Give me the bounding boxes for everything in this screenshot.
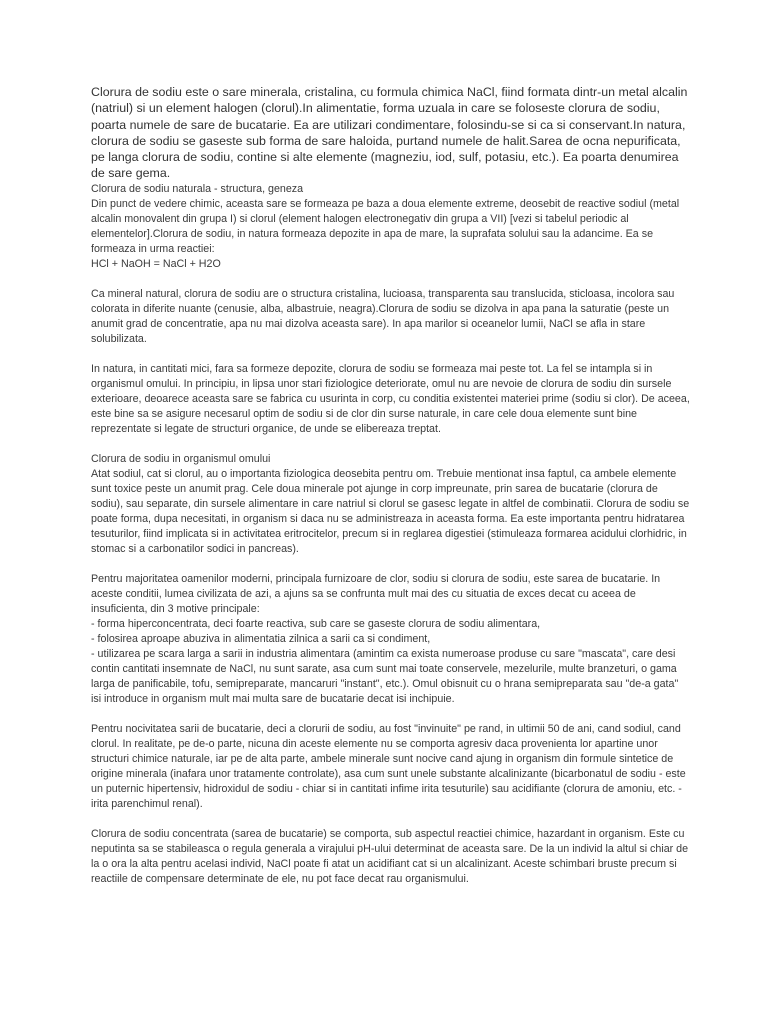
list-item: - utilizarea pe scara larga a sarii in industria alimentara (amintim ca exista numeroase produse cu sare "mascata", care desi contin cantitati insemnate de NaCl, nu sunt sarate, asa cum sunt mai toate conservele, mezelurile, multe branzeturi, o gama larga de panificabile, tofu, semipreparate, mancaruri "instant", etc.). Omul obisnuit cu o hrana semipreparata sau "de-a gata" isi introduce in organism mult mai multa sare de bucatarie decat isi inchipuie.	[91, 647, 682, 705]
list-item: - forma hiperconcentrata, deci foarte reactiva, sub care se gaseste clorura de sodiu alimentara,	[91, 617, 541, 630]
paragraph-concentrata: Clorura de sodiu concentrata (sarea de bucatarie) se comporta, sub aspectul reactiei chimice, hazardant in organism. Este cu neputinta sa se stabileasca o regula generala a virajului pH-ului determinat de aceasta sare. De la un individ la altul si chiar de la o ora la alta pentru acelasi individ, NaCl poate fi atat un acidifiant cat si un alcalinizant. Aceste schimbari bruste precum si reactiile de compensare determinate de ele, nu pot face decat rau organismului.	[91, 827, 689, 885]
paragraph-motive	[91, 572, 691, 707]
intro-paragraph: Clorura de sodiu este o sare minerala, cristalina, cu formula chimica NaCl, fiind formata dintr-un metal alcalin (natriul) si un element halogen (clorul).In alimentatie, forma uzuala in care se foloseste clorura de sodiu, poarta numele de sare de bucatarie. Ea are utilizari condimentare, folosindu-se si ca si conservant.In natura, clorura de sodiu se gaseste sub forma de sare haloida, purtand numele de halit.Sarea de ocna nepurificata, pe langa clorura de sodiu, contine si alte elemente (magneziu, iod, sulf, potasiu, etc.). Ea poarta denumirea de sare gema.	[91, 85, 688, 181]
section-heading: Clorura de sodiu in organismul omului	[91, 452, 271, 465]
paragraph-natura: In natura, in cantitati mici, fara sa formeze depozite, clorura de sodiu se formeaza mai peste tot. La fel se intampla si in organismul omului. In principiu, in lipsa unor stari fiziologice deteriorate, omul nu are nevoie de clorura de sodiu din sursele exterioare, deoarece aceasta sare se fabrica cu usurinta in corp, cu conditia existentei materiei prime (sodiu si clor). De aceea, este bine sa se asigure necesarul optim de sodiu si de clor din surse naturale, in care cele doua elemente sunt bine reprezentate si legate de structuri organice, de unde se elibereaza treptat.	[91, 362, 690, 435]
spacer	[91, 347, 691, 362]
spacer	[91, 272, 691, 287]
section-paragraph: Din punct de vedere chimic, aceasta sare se formeaza pe baza a doua elemente extreme, deosebit de reactive sodiul (metal alcalin monovalent din grupa I) si clorul (element halogen electronegativ din grupa a VII) [vezi si tabelul periodic al elementelor].Clorura de sodiu, in natura formeaza depozite in apa de mare, la suprafata solului sau la adancime. Ea se formeaza in urma reactiei:	[91, 197, 683, 255]
chemical-equation: HCl + NaOH = NaCl + H2O	[91, 257, 221, 270]
section-paragraph: Atat sodiul, cat si clorul, au o importanta fiziologica deosebita pentru om. Trebuie mentionat insa faptul, ca ambele elemente sunt toxice peste un anumit prag. Cele doua minerale pot ajunge in corp impreunate, prin sarea de bucatarie (clorura de sodiu), sau separate, din sursele alimentare in care natriul si clorul se gasesc legate in altfel de combinatii. Clorura de sodiu se poate forma, dupa necesitati, in organism si daca nu se administreaza in aceasta forma. Ea este importanta pentru hidratarea tesuturilor, fiind implicata si in activitatea eritrocitelor, precum si in reglarea digestiei (stimuleaza formarea acidului clorhidric, in stomac si a carbonatilor sodici in pancreas).	[91, 467, 693, 555]
paragraph-nocivitate: Pentru nocivitatea sarii de bucatarie, deci a clorurii de sodiu, au fost "invinuite" pe rand, in ultimii 50 de ani, cand sodiul, cand clorul. In realitate, pe de-o parte, nicuna din aceste elemente nu se comporta agresiv daca provenienta lor apartine unor structuri chimice naturale, iar pe de alta parte, ambele minerale sunt nocive cand ajung in organism din formule sintetice de origine minerala (inafara unor tratamente controlate), asa cum sunt unele substante alcalinizante (bicarbonatul de sodiu - este un puternic hipertensiv, hidroxidul de sodiu - chiar si in cantitati infime irita tesuturile) sau acidifiante (clorura de amoniu, etc. - irita parenchimul renal).	[91, 722, 686, 810]
spacer	[91, 812, 691, 827]
spacer	[91, 557, 691, 572]
section-structura	[91, 182, 691, 272]
section-organism	[91, 452, 691, 557]
section-heading: Clorura de sodiu naturala - structura, geneza	[91, 182, 304, 195]
document-page	[91, 84, 691, 887]
spacer	[91, 707, 691, 722]
motive-intro: Pentru majoritatea oamenilor moderni, principala furnizoare de clor, sodiu si clorura de sodiu, este sarea de bucatarie. In aceste conditii, lumea civilizata de azi, a ajuns sa se confrunta mult mai des cu situatia de exces decat cu aceea de insuficienta, din 3 motive principale:	[91, 572, 664, 615]
paragraph-mineral: Ca mineral natural, clorura de sodiu are o structura cristalina, lucioasa, transparenta sau translucida, sticloasa, incolora sau colorata in diferite nuante (cenusie, alba, albastruie, neagra).Clorura de sodiu se dizolva in apa pana la saturatie (peste un anumit grad de concentratie, apa nu mai dizolva aceasta sare). In apa marilor si oceanelor lumii, NaCl se afla in stare solubilizata.	[91, 287, 675, 345]
spacer	[91, 437, 691, 452]
list-item: - folosirea aproape abuziva in alimentatia zilnica a sarii ca si condiment,	[91, 632, 431, 645]
